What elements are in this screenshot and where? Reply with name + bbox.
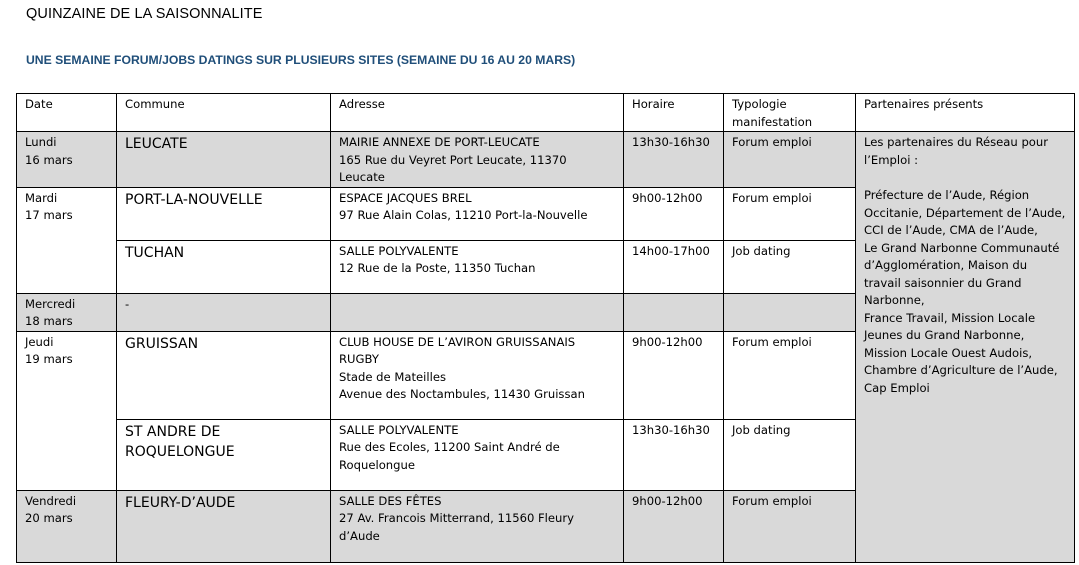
day-name: Mercredi — [25, 296, 76, 311]
commune-name: TUCHAN — [125, 244, 185, 261]
horaire-cell: 9h00-12h00 — [624, 187, 724, 240]
partner-line: Occitanie, Département de l’Aude, — [864, 205, 1066, 220]
partners-intro-line: Les partenaires du Réseau pour — [864, 135, 1049, 149]
commune-name: FLEURY-D’AUDE — [125, 494, 236, 511]
horaire-cell: 14h00-17h00 — [624, 240, 724, 293]
address-cell — [331, 293, 624, 331]
horaire-cell: 13h30-16h30 — [624, 419, 724, 490]
type-cell: Job dating — [724, 240, 856, 293]
address-line: 165 Rue du Veyret Port Leucate, 11370 Leucate — [339, 152, 567, 184]
commune-name: GRUISSAN — [125, 335, 199, 352]
address-cell — [331, 331, 624, 419]
date-cell-vendredi — [17, 490, 117, 562]
address-line: MAIRIE ANNEXE DE PORT-LEUCATE — [339, 135, 540, 149]
table-header-row — [17, 94, 1075, 132]
commune-cell — [117, 240, 331, 293]
date-cell-lundi — [17, 132, 117, 188]
commune-cell — [117, 132, 331, 188]
address-line: ESPACE JACQUES BREL — [339, 190, 472, 205]
header-typologie-line-2: manifestation — [732, 114, 813, 129]
address-cell — [331, 490, 624, 562]
day-date: 18 mars — [25, 314, 73, 328]
date-cell-jeudi — [17, 331, 117, 490]
commune-cell — [117, 419, 331, 490]
address-line: RUGBY — [339, 352, 379, 366]
partner-line: Cap Emploi — [864, 380, 930, 395]
address-line: Rue des Ecoles, 11200 Saint André de — [339, 440, 560, 454]
header-typologie-line-1: Typologie — [732, 97, 787, 111]
partner-line: Jeunes du Grand Narbonne, — [864, 328, 1025, 342]
document-title: QUINZAINE DE LA SAISONNALITE — [26, 6, 263, 22]
horaire-cell: 9h00-12h00 — [624, 331, 724, 419]
type-cell: Forum emploi — [724, 490, 856, 562]
partner-line: d’Agglomération, Maison du — [864, 258, 1028, 272]
partner-line: France Travail, Mission Locale — [864, 310, 1036, 325]
header-partenaires: Partenaires présents — [856, 94, 1075, 132]
document-subtitle: UNE SEMAINE FORUM/JOBS DATINGS SUR PLUSIEURS SITES (SEMAINE DU 16 AU 20 MARS) — [26, 53, 576, 67]
partners-cell — [856, 132, 1075, 563]
day-date: 20 mars — [25, 511, 73, 525]
day-name: Mardi — [25, 190, 58, 205]
header-horaire: Horaire — [624, 94, 724, 132]
address-line: 12 Rue de la Poste, 11350 Tuchan — [339, 261, 536, 275]
address-cell — [331, 132, 624, 188]
address-line: 27 Av. Francois Mitterrand, 11560 Fleury — [339, 511, 575, 525]
date-cell-mardi — [17, 187, 117, 293]
horaire-cell: 9h00-12h00 — [624, 490, 724, 562]
commune-cell — [117, 490, 331, 562]
day-name: Lundi — [25, 135, 57, 149]
type-cell: Job dating — [724, 419, 856, 490]
header-typologie — [724, 94, 856, 132]
commune-name-line: ROQUELONGUE — [125, 443, 235, 460]
day-name: Jeudi — [25, 334, 54, 349]
commune-cell — [117, 331, 331, 419]
commune-name: LEUCATE — [125, 136, 188, 152]
date-cell-mercredi — [17, 293, 117, 331]
partner-line: Chambre d’Agriculture de l’Aude, — [864, 363, 1058, 377]
partner-line: Narbonne, — [864, 293, 925, 307]
day-date: 17 mars — [25, 208, 73, 222]
address-line: Stade de Mateilles — [339, 369, 446, 384]
commune-name: PORT-LA-NOUVELLE — [125, 191, 263, 208]
address-line: CLUB HOUSE DE L’AVIRON GRUISSANAIS — [339, 334, 576, 349]
address-line: Roquelongue — [339, 457, 415, 472]
partner-line: Le Grand Narbonne Communauté — [864, 240, 1060, 255]
day-date: 16 mars — [25, 152, 73, 167]
type-cell: Forum emploi — [724, 132, 856, 188]
address-line: SALLE POLYVALENTE — [339, 243, 459, 258]
header-commune: Commune — [117, 94, 331, 132]
type-cell — [724, 293, 856, 331]
partner-line: CCI de l’Aude, CMA de l’Aude, — [864, 223, 1038, 237]
header-adresse: Adresse — [331, 94, 624, 132]
partners-spacer — [864, 169, 1066, 187]
day-date: 19 mars — [25, 352, 73, 366]
address-line: 97 Rue Alain Colas, 11210 Port-la-Nouvelle — [339, 208, 588, 222]
partner-line: travail saisonnier du Grand — [864, 275, 1022, 290]
address-line: Avenue des Noctambules, 11430 Gruissan — [339, 387, 585, 401]
partner-line: Préfecture de l’Aude, Région — [864, 188, 1030, 202]
header-date: Date — [17, 94, 117, 132]
address-cell — [331, 187, 624, 240]
address-line: SALLE POLYVALENTE — [339, 422, 459, 437]
address-cell — [331, 419, 624, 490]
type-cell: Forum emploi — [724, 187, 856, 240]
schedule-table — [16, 93, 1075, 563]
horaire-cell — [624, 293, 724, 331]
horaire-cell: 13h30-16h30 — [624, 132, 724, 188]
address-line: SALLE DES FÊTES — [339, 493, 442, 508]
partner-line: Mission Locale Ouest Audois, — [864, 345, 1033, 360]
day-name: Vendredi — [25, 493, 77, 508]
type-cell: Forum emploi — [724, 331, 856, 419]
commune-cell: - — [117, 293, 331, 331]
partners-intro-line: l’Emploi : — [864, 152, 919, 167]
address-cell — [331, 240, 624, 293]
table-row — [17, 132, 1075, 188]
commune-name-line: ST ANDRE DE — [125, 423, 221, 440]
address-line: d’Aude — [339, 528, 380, 543]
commune-cell — [117, 187, 331, 240]
